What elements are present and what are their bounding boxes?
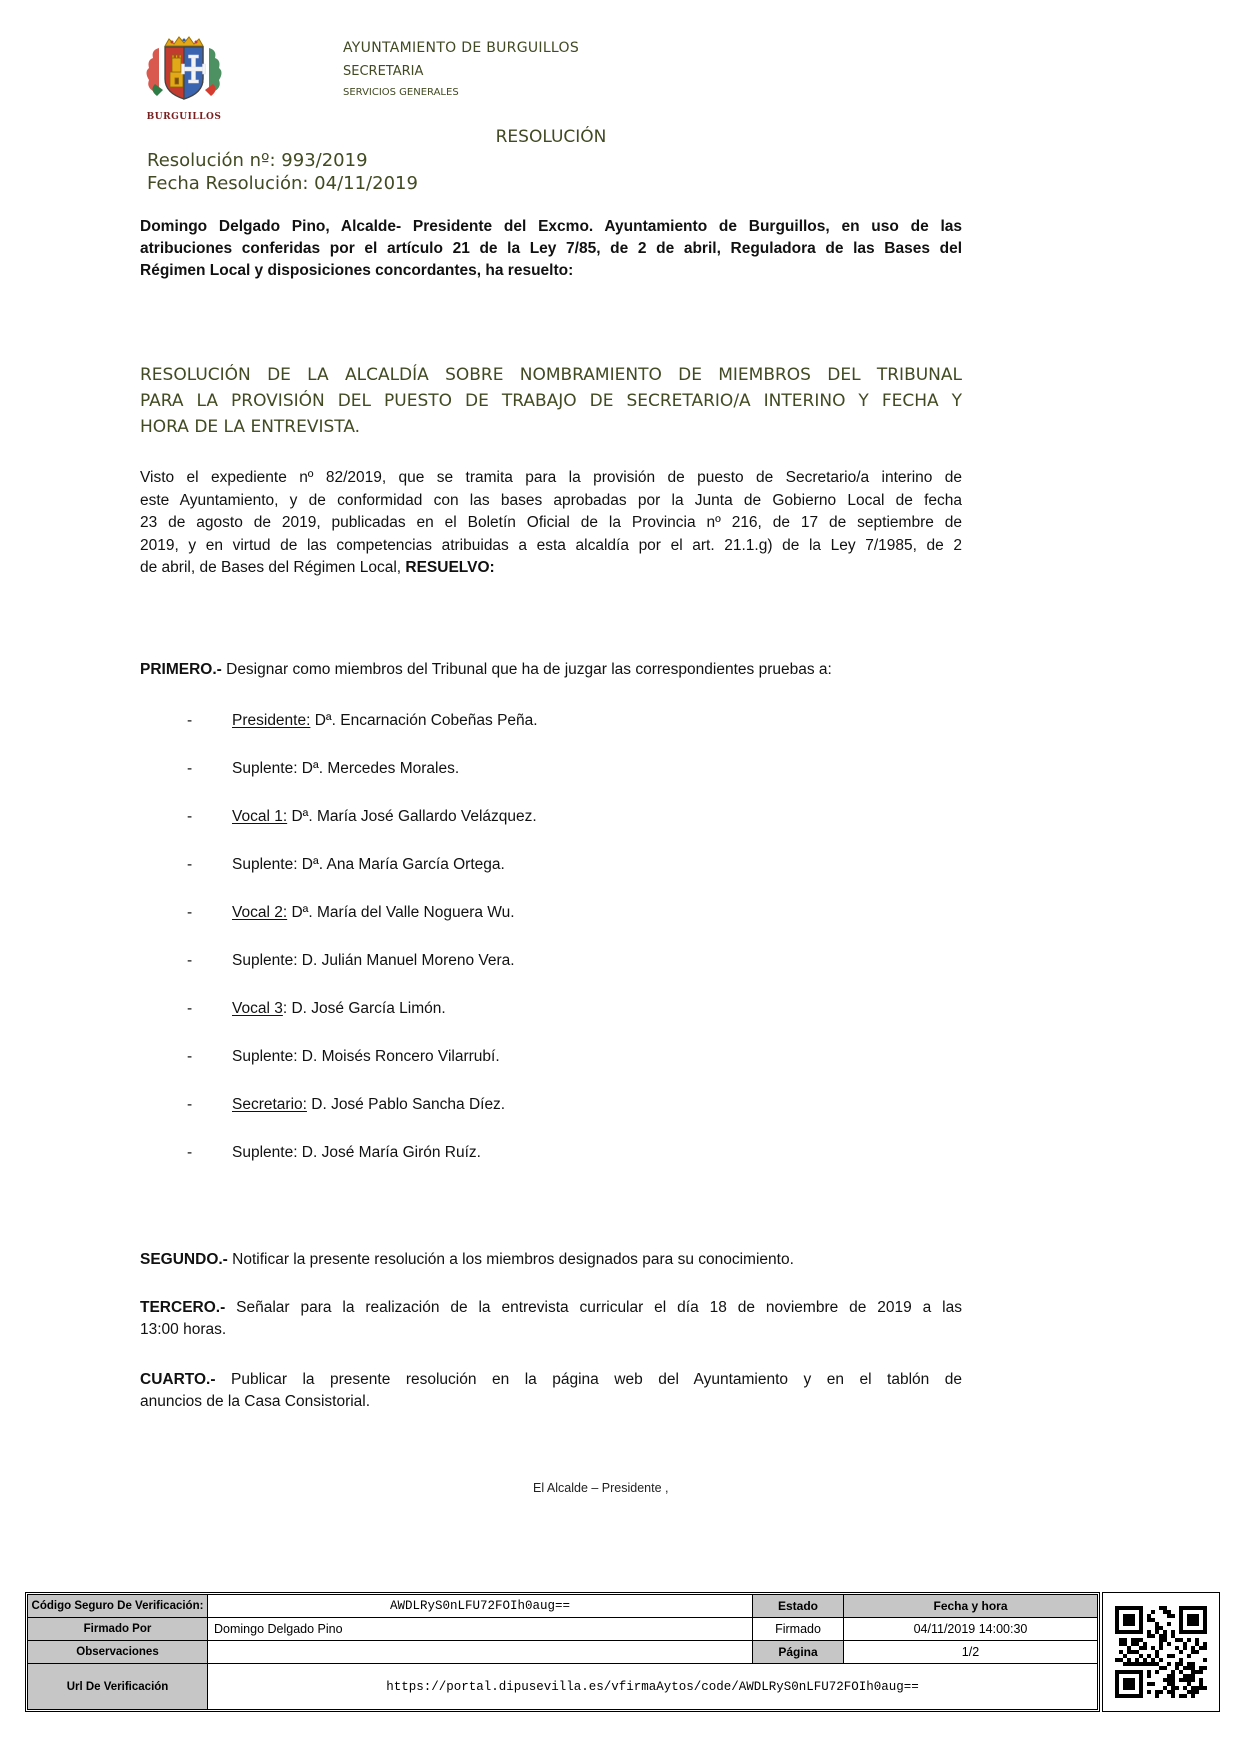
text-line: atribuciones conferidas por el artículo 21 de la Ley 7/85, de 2 de abril, Reguladora de las Bases del	[140, 240, 962, 257]
cuarto-paragraph	[140, 1369, 962, 1414]
observaciones-value-cell	[208, 1641, 752, 1663]
firmado-value-cell: Domingo Delgado Pino	[208, 1618, 752, 1640]
pagina-value-cell: 1/2	[844, 1641, 1097, 1663]
member-item	[140, 854, 962, 876]
list-dash: -	[187, 808, 193, 825]
member-item	[140, 710, 962, 732]
org-department: SECRETARIA	[343, 64, 424, 79]
url-value-cell: https://portal.dipusevilla.es/vfirmaAytos/code/AWDLRyS0nLFU72FOIh0aug==	[208, 1664, 1097, 1709]
org-service: SERVICIOS GENERALES	[343, 87, 459, 98]
member-name: Dª. María del Valle Noguera Wu.	[287, 904, 515, 921]
estado-header-cell: Estado	[753, 1595, 843, 1617]
text-line: Domingo Delgado Pino, Alcalde- Presidente del Excmo. Ayuntamiento de Burguillos, en uso de las	[140, 218, 962, 235]
text-line: PARA LA PROVISIÓN DEL PUESTO DE TRABAJO DE SECRETARIO/A INTERINO Y FECHA Y	[140, 391, 962, 411]
text-line: este Ayuntamiento, y de conformidad con las bases aprobadas por la Junta de Gobierno Local de fecha	[140, 491, 962, 509]
segundo-label: SEGUNDO.-	[140, 1251, 228, 1268]
text-line: 13:00 horas.	[140, 1321, 227, 1338]
list-dash: -	[187, 856, 193, 873]
org-name: AYUNTAMIENTO DE BURGUILLOS	[343, 40, 580, 56]
intro-paragraph	[140, 216, 962, 282]
fecha-header-cell: Fecha y hora	[844, 1595, 1097, 1617]
pagina-label-cell: Página	[753, 1641, 843, 1663]
member-item	[140, 950, 962, 972]
member-name: D. José María Girón Ruíz.	[297, 1144, 481, 1161]
member-role-label: Suplente:	[232, 760, 298, 777]
member-role-label: Presidente:	[232, 712, 311, 729]
tribunal-members-list	[140, 710, 962, 1164]
text-line: Régimen Local y disposiciones concordantes, ha resuelto:	[140, 262, 574, 279]
member-role-label: Suplente:	[232, 1048, 298, 1065]
member-name: Dª. Mercedes Morales.	[297, 760, 460, 777]
member-name: Dª. Ana María García Ortega.	[297, 856, 505, 873]
list-dash: -	[187, 1000, 193, 1017]
text-line: HORA DE LA ENTREVISTA.	[140, 417, 361, 437]
resolution-number: Resolución nº: 993/2019	[147, 150, 368, 171]
primero-text: Designar como miembros del Tribunal que ha de juzgar las correspondientes pruebas a:	[221, 660, 832, 678]
member-role-label: Vocal 2:	[232, 904, 288, 921]
member-name: D. Moisés Roncero Vilarrubí.	[297, 1048, 500, 1065]
segundo-text: Notificar la presente resolución a los miembros designados para su conocimiento.	[227, 1251, 794, 1268]
text-line: 2019, y en virtud de las competencias atribuidas a esta alcaldía por el art. 21.1.g) de la Ley 7/1985, de 2	[140, 536, 962, 554]
logo-caption: BURGUILLOS	[146, 112, 222, 122]
fecha-value-cell: 04/11/2019 14:00:30	[844, 1618, 1097, 1640]
paragraph-label: TERCERO.-	[140, 1298, 226, 1316]
member-item	[140, 998, 962, 1020]
estado-value-cell: Firmado	[753, 1618, 843, 1640]
list-dash: -	[187, 952, 193, 969]
text-line: TERCERO.- Señalar para la realización de la entrevista curricular el día 18 de noviembre de 2019 a las	[140, 1298, 962, 1316]
coat-of-arms-icon	[139, 34, 229, 106]
member-role-label: Secretario:	[232, 1096, 307, 1113]
member-item	[140, 1094, 962, 1116]
municipality-logo	[138, 34, 230, 122]
list-dash: -	[187, 904, 193, 921]
member-role-label: Suplente:	[232, 856, 298, 873]
list-dash: -	[187, 1144, 193, 1161]
member-name: Dª. María José Gallardo Velázquez.	[287, 808, 537, 825]
signature-line: El Alcalde – Presidente ,	[533, 1481, 669, 1495]
segundo-paragraph	[140, 1249, 962, 1272]
list-dash: -	[187, 760, 193, 777]
list-dash: -	[187, 1048, 193, 1065]
qr-code	[1102, 1592, 1220, 1712]
text-line: anuncios de la Casa Consistorial.	[140, 1393, 371, 1410]
primero-paragraph	[140, 659, 962, 682]
text-line: CUARTO.- Publicar la presente resolución en la página web del Ayuntamiento y en el tablón de	[140, 1370, 962, 1388]
member-name: D. Julián Manuel Moreno Vera.	[297, 952, 515, 969]
document-body	[140, 216, 962, 1414]
firmado-label-cell: Firmado Por	[28, 1618, 207, 1640]
text-line: de abril, de Bases del Régimen Local, RESUELVO:	[140, 559, 495, 576]
member-item	[140, 1142, 962, 1164]
member-item	[140, 1046, 962, 1068]
text-line: RESOLUCIÓN DE LA ALCALDÍA SOBRE NOMBRAMIENTO DE MIEMBROS DEL TRIBUNAL	[140, 365, 962, 385]
csv-value-cell: AWDLRyS0nLFU72FOIh0aug==	[208, 1595, 752, 1617]
verification-table	[25, 1592, 1100, 1712]
member-item	[140, 902, 962, 924]
csv-label-cell: Código Seguro De Verificación:	[28, 1595, 207, 1617]
member-role-label: Suplente:	[232, 1144, 298, 1161]
qr-code-icon	[1115, 1606, 1207, 1698]
paragraph-label: CUARTO.-	[140, 1370, 216, 1388]
visto-paragraph	[140, 467, 962, 580]
member-item	[140, 806, 962, 828]
document-title: RESOLUCIÓN	[495, 127, 607, 147]
text-line: Visto el expediente nº 82/2019, que se tramita para la provisión de puesto de Secretario/a interino de	[140, 469, 962, 486]
tercero-paragraph	[140, 1297, 962, 1342]
org-header	[343, 40, 579, 98]
subject-heading	[140, 362, 962, 440]
observaciones-label-cell: Observaciones	[28, 1641, 207, 1663]
member-name: D. José Pablo Sancha Díez.	[306, 1096, 506, 1113]
list-dash: -	[187, 712, 193, 729]
member-name: Dª. Encarnación Cobeñas Peña.	[310, 712, 538, 729]
member-role-label: Vocal 3	[232, 1000, 283, 1017]
resolution-date: Fecha Resolución: 04/11/2019	[147, 173, 418, 194]
member-name: : D. José García Limón.	[282, 1000, 446, 1017]
member-item	[140, 758, 962, 780]
url-label-cell: Url De Verificación	[28, 1664, 207, 1709]
text-line: 23 de agosto de 2019, publicadas en el Boletín Oficial de la Provincia nº 216, de 17 de septiembre de	[140, 514, 962, 531]
primero-label: PRIMERO.-	[140, 660, 222, 678]
member-role-label: Suplente:	[232, 952, 298, 969]
resuelvo-label: RESUELVO:	[405, 559, 495, 576]
list-dash: -	[187, 1096, 193, 1113]
member-role-label: Vocal 1:	[232, 808, 288, 825]
